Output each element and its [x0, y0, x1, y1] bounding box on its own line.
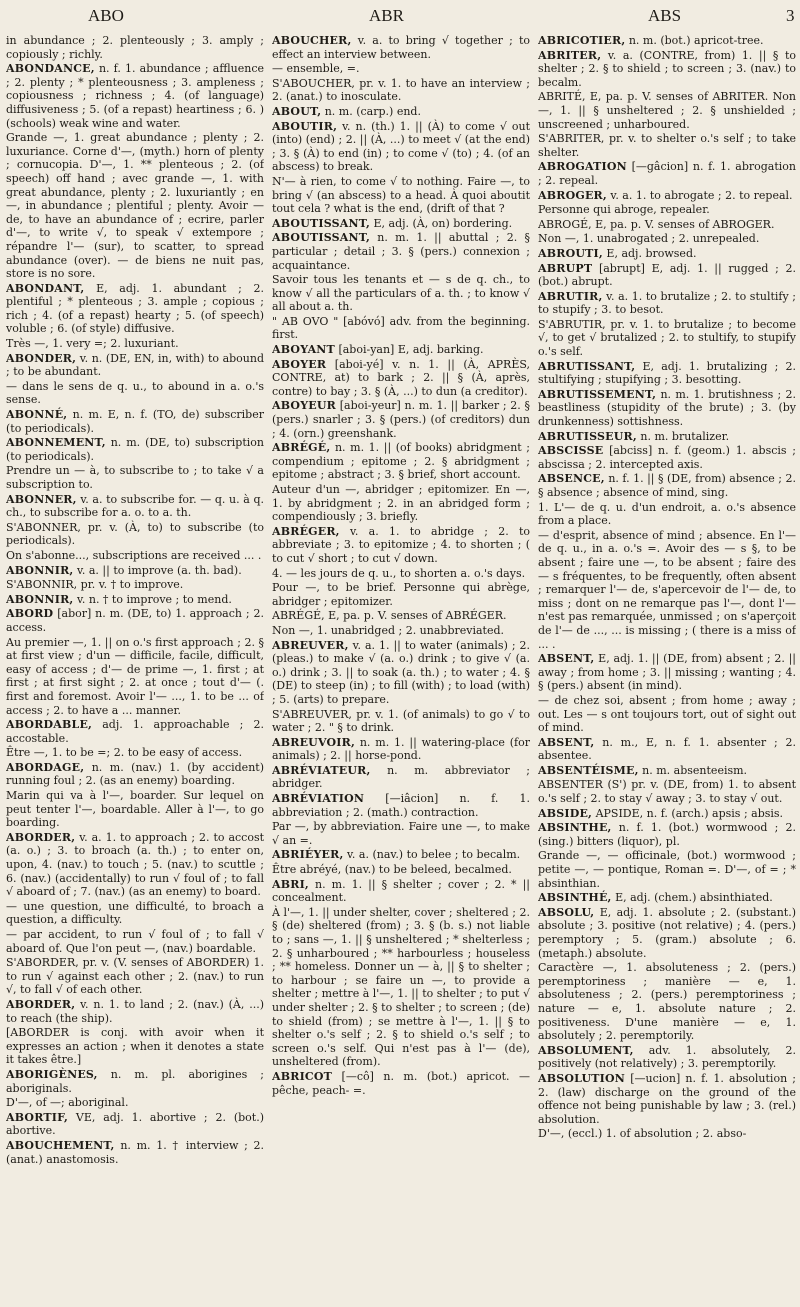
dictionary-columns — [6, 34, 796, 1302]
entry-headword: ABSENT, — [538, 652, 595, 666]
entry-text: — ensemble, =. — [272, 62, 360, 76]
entry-headword: ABOYER — [272, 357, 327, 371]
dictionary-entry — [6, 1026, 264, 1067]
dictionary-entry — [6, 746, 264, 760]
entry-text: — par accident, to run √ foul of ; to fall √ aboard of. Que l'on peut —, (nav.) boardable. — [6, 928, 264, 955]
entry-text: N'— à rien, to come √ to nothing. Faire —, to bring √ (an abscess) to a head. À quoi aboutit tout cela ? what is the end, (drift of that ? — [272, 174, 530, 216]
dictionary-entry — [272, 764, 530, 791]
entry-text: [abor] n. m. (DE, to) 1. approach ; 2. access. — [6, 607, 264, 634]
dictionary-entry — [272, 848, 530, 862]
entry-headword: ABRI, — [272, 877, 309, 891]
header-right: ABS — [648, 6, 682, 25]
entry-text: E, adj. 1. absolute ; 2. (substant.) absolute ; 3. positive (not relative) ; 4. (pers.) peremptory ; 5. (gram.) absolute ; 6. (metaph.) absolute. — [538, 905, 796, 960]
entry-text: ABSENTER (S') pr. v. (DE, from) 1. to absent o.'s self ; 2. to stay √ away ; 3. to stay √ out. — [538, 778, 796, 806]
dictionary-entry — [6, 564, 264, 578]
entry-text: n. m., E, n. f. 1. absenter ; 2. absentee. — [538, 735, 796, 763]
entry-text: À l'—, 1. || under shelter, cover ; sheltered ; 2. § (de) sheltered (from) ; 3. § (b. s.) not liable to ; sans —, 1. || § unsheltered ; * shelterless ; 2. § unharboured ; ** harbourless ; houseless ; ** homeless. Donner un — à, || § to shelter ; to harbour ; se faire un —, to provide a shelter ; mettre à l'—, 1. || to shelter ; to put √ under shelter ; 2. § to shelter ; to screen ; (de) to shield (from) ; se mettre à l'—, 1. || § to shelter o.'s self ; 2. § to shield o.'s self ; to screen o.'s self. Qui n'est pas à l'— (de), unsheltered (from). — [272, 905, 530, 1069]
entry-headword: ABOYANT — [272, 343, 335, 357]
page-number: 3 — [786, 6, 795, 25]
entry-headword: ABONNEMENT, — [6, 436, 106, 450]
entry-headword: ABONNER, — [6, 492, 77, 506]
entry-text: — dans le sens de q. u., to abound in a. o.'s sense. — [6, 379, 264, 407]
dictionary-entry — [538, 290, 796, 317]
entry-text: v. a. 1. to approach ; 2. to accost (a. o.) ; 3. to broach (a. th.) ; to enter on, upon, 4. (nav.) to touch ; 5. (nav.) to scuttle ; 6. (nav.) (accidentally) to run √ foul of ; to fall √ aboard of ; 7. (nav.) (as an enemy) to board. — [6, 830, 264, 899]
dictionary-entry — [272, 567, 530, 581]
dictionary-entry — [272, 736, 530, 763]
entry-text: E, adj. browsed. — [606, 246, 697, 260]
dictionary-entry — [538, 49, 796, 90]
entry-headword: ABRUTIR, — [538, 289, 603, 303]
entry-text: Non —, 1. unabridged ; 2. unabbreviated. — [272, 623, 505, 637]
entry-text: [—cô] n. m. (bot.) apricot. —pêche, peach- =. — [272, 1069, 530, 1097]
entry-text: v. a. 1. to abrogate ; 2. to repeal. — [610, 188, 793, 202]
dictionary-entry — [6, 928, 264, 955]
entry-headword: ABOUTISSANT, — [272, 231, 370, 245]
dictionary-entry — [272, 62, 530, 76]
entry-text: [—ucion] n. f. 1. absolution ; 2. (law) discharge on the ground of the offence not being punishable by law ; 3. (rel.) absolution. — [538, 1071, 796, 1126]
dictionary-entry — [538, 430, 796, 444]
dictionary-entry — [272, 399, 530, 440]
entry-text: n. m. pl. aborigines ; aboriginals. — [6, 1067, 264, 1095]
entry-text: ABRITÉ, E, pa. p. V. senses of ABRITER. Non —, 1. || § unsheltered ; 2. § unshielded ; unscreened ; unharboured. — [538, 90, 796, 131]
entry-headword: ABOUCHEMENT, — [6, 1138, 115, 1152]
entry-headword: ABRUPT — [538, 261, 593, 275]
entry-headword: ABROUTI, — [538, 246, 603, 260]
entry-text: v. a. (CONTRE, from) 1. || § to shelter ; 2. § to shield ; to screen ; 3. (nav.) to becalm. — [538, 48, 796, 89]
entry-text: Pour —, to be brief. Personne qui abrège, abridger ; epitomizer. — [272, 581, 530, 608]
entry-text: — une question, une difficulté, to broach a question, a difficulty. — [6, 899, 264, 927]
entry-headword: ABSOLU, — [538, 905, 595, 919]
entry-text: S'ABRITER, pr. v. to shelter o.'s self ; to take shelter. — [538, 132, 796, 159]
dictionary-entry — [538, 529, 796, 651]
dictionary-entry — [272, 792, 530, 819]
entry-text: n. f. 1. || § (DE, from) absence ; 2. § absence ; absence of mind, sing. — [538, 472, 796, 499]
dictionary-entry — [272, 878, 530, 905]
dictionary-entry — [538, 360, 796, 387]
entry-text: v. n. (DE, EN, in, with) to abound ; to be abundant. — [6, 351, 264, 379]
dictionary-entry — [272, 120, 530, 174]
entry-text: Auteur d'un —, abridger ; epitomizer. En —, 1. by abridgment ; 2. in an abridged form ; compendiously ; 3. briefly. — [272, 483, 530, 524]
dictionary-entry — [272, 441, 530, 482]
entry-text: S'ABRUTIR, pr. v. 1. to brutalize ; to become √, to get √ brutalized ; 2. to stultify, to stupify o.'s self. — [538, 317, 796, 359]
entry-text: v. n. 1. to land ; 2. (nav.) (À, ...) to reach (the ship). — [6, 997, 264, 1025]
entry-text: [aboi-yeur] n. m. 1. || barker ; 2. § (pers.) snarler ; 3. § (pers.) (of creditors) dun ; 4. (orn.) greenshank. — [272, 399, 530, 440]
entry-text: Par —, by abbreviation. Faire une —, to make √ an =. — [272, 820, 530, 847]
dictionary-entry — [538, 472, 796, 499]
entry-headword: ABSENCE, — [538, 472, 605, 486]
entry-text: E, adj. 1. || (DE, from) absent ; 2. || away ; from home ; 3. || missing ; wanting ; 4. § (pers.) absent (in mind). — [538, 652, 796, 693]
entry-text: Grande —, — officinale, (bot.) wormwood ; petite —, — pontique, Roman =. D'—, of = ; * absinthian. — [538, 849, 796, 890]
dictionary-entry — [538, 821, 796, 848]
entry-text: [abrupt] E, adj. 1. || rugged ; 2. (bot.) abrupt. — [538, 261, 796, 289]
dictionary-entry — [6, 493, 264, 520]
entry-headword: ABONNIR, — [6, 563, 74, 577]
dictionary-entry — [6, 436, 264, 463]
dictionary-entry — [6, 34, 264, 61]
entry-text: n. m. (nav.) 1. (by accident) running foul ; 2. (as an enemy) boarding. — [6, 760, 264, 788]
entry-text: v. a. to subscribe for. — q. u. à q. ch., to subscribe for a. o. to a. th. — [6, 492, 264, 520]
entry-headword: ABSINTHÉ, — [538, 891, 612, 905]
dictionary-entry — [538, 652, 796, 693]
entry-text: ABRÉGÉ, E, pa. p. V. senses of ABRÉGER. — [272, 609, 507, 623]
entry-headword: ABSENT, — [538, 735, 595, 749]
dictionary-entry — [272, 483, 530, 524]
entry-text: n. m. abbreviator ; abridger. — [272, 763, 530, 791]
dictionary-entry — [272, 217, 530, 231]
dictionary-entry — [538, 132, 796, 159]
entry-text: Être —, 1. to be =; 2. to be easy of access. — [6, 746, 243, 760]
entry-text: n. m. 1. brutishness ; 2. beastliness (stupidity of the brute) ; 3. (by drunkenness) sottishness. — [538, 387, 796, 429]
entry-text: v. n. (th.) 1. || (À) to come √ out (into) (end) ; 2. || (À, ...) to meet √ (at the end) ; 3. § (À) to end (in) ; to come √ (to) ; 4. (of an abscess) to break. — [272, 119, 530, 174]
entry-text: n. f. 1. abundance ; affluence ; 2. plenty ; * plenteousness ; 3. ampleness ; copiousness ; richness ; 4. (of language) diffusiveness ; 5. (of a repast) heartiness ; 6. ) (schools) weak wine and water. — [6, 62, 264, 130]
dictionary-entry — [272, 105, 530, 119]
entry-text: On s'abonne..., subscriptions are received ... . — [6, 548, 262, 562]
entry-headword: ABREUVER, — [272, 638, 349, 652]
dictionary-entry — [538, 736, 796, 763]
entry-text: — d'esprit, absence of mind ; absence. En l'— de q. u., in a. o.'s =. Avoir des — s §, to be absent ; faire une —, to be absent ; faire des — s fréquentes, to be frequently, often absent ; remarquer l'— de, s'apercevoir de l'— de, to miss ; dont on ne remarque pas l'—, dont l'— n'est pas remarquée, unmissed ; on s'aperçoit de l'— de ..., ... is missing ; ( there is a miss of ... . — [538, 528, 796, 651]
entry-headword: ABSOLUMENT, — [538, 1043, 634, 1057]
dictionary-entry — [538, 247, 796, 261]
entry-text: [aboi-yan] E, adj. barking. — [338, 343, 484, 357]
entry-headword: ABONNIR, — [6, 592, 74, 606]
dictionary-entry — [6, 831, 264, 899]
entry-headword: ABRÉGER, — [272, 524, 340, 538]
header-left: ABO — [88, 6, 124, 25]
dictionary-entry — [272, 820, 530, 847]
dictionary-entry — [6, 636, 264, 718]
entry-headword: ABRIÉYER, — [272, 848, 344, 862]
dictionary-entry — [6, 1096, 264, 1110]
dictionary-entry — [538, 849, 796, 890]
entry-headword: ABRICOT — [272, 1069, 333, 1083]
entry-text: n. f. 1. (bot.) wormwood ; 2. (sing.) bitters (liquor), pl. — [538, 821, 796, 848]
dictionary-entry — [6, 282, 264, 336]
entry-headword: ABRÉGÉ, — [272, 441, 331, 455]
dictionary-entry — [538, 1127, 796, 1141]
dictionary-entry — [6, 464, 264, 491]
entry-text: n. m. (bot.) apricot-tree. — [628, 34, 764, 47]
dictionary-entry — [6, 789, 264, 830]
dictionary-entry — [538, 807, 796, 821]
running-header — [0, 6, 800, 32]
dictionary-entry — [6, 593, 264, 607]
dictionary-entry — [538, 90, 796, 131]
entry-headword: ABRÉVIATION — [272, 792, 365, 806]
dictionary-entry — [538, 218, 796, 232]
entry-headword: ABONDANT, — [6, 281, 85, 295]
dictionary-entry — [538, 891, 796, 905]
dictionary-entry — [272, 358, 530, 399]
entry-text: Être abréyé, (nav.) to be beleed, becalmed. — [272, 863, 512, 877]
dictionary-entry — [6, 549, 264, 563]
dictionary-entry — [6, 761, 264, 788]
dictionary-entry — [272, 639, 530, 707]
column-left — [6, 34, 264, 1302]
entry-headword: ABRICOTIER, — [538, 34, 626, 47]
entry-text: 1. L'— de q. u. d'un endroit, a. o.'s absence from a place. — [538, 500, 796, 528]
dictionary-entry — [538, 160, 796, 187]
entry-headword: ABOYEUR — [272, 399, 336, 413]
entry-text: v. a. 1. to abridge ; 2. to abbreviate ; 3. to epitomize ; 4. to shorten ; ( to cut √ short ; to cut √ down. — [272, 524, 530, 565]
dictionary-entry — [6, 352, 264, 379]
dictionary-entry — [538, 694, 796, 735]
entry-text: n. m. 1. || abuttal ; 2. § particular ; detail ; 3. § (pers.) connexion ; acquaintance. — [272, 231, 530, 272]
entry-text: v. a. 1. to brutalize ; 2. to stultify ; to stupify ; 3. to besot. — [538, 289, 796, 317]
dictionary-entry — [538, 34, 796, 48]
entry-headword: ABOUCHER, — [272, 34, 352, 47]
dictionary-entry — [6, 1068, 264, 1095]
entry-text: n. m. 1. † interview ; 2. (anat.) anastomosis. — [6, 1138, 264, 1166]
entry-text: ABROGÉ, E, pa. p. V. senses of ABROGER. — [538, 217, 775, 231]
dictionary-entry — [6, 578, 264, 592]
entry-text: n. m. 1. || § shelter ; cover ; 2. * || concealment. — [272, 877, 530, 905]
dictionary-entry — [272, 77, 530, 104]
entry-headword: ABROGER, — [538, 188, 607, 202]
entry-headword: ABRUTISSANT, — [538, 359, 636, 373]
entry-text: Grande —, 1. great abundance ; plenty ; 2. luxuriance. Corne d'—, (myth.) horn of plenty ; cornucopia. D'—, 1. ** plenteous ; 2. (of speech) off hand ; avec grande —, 1. with great abundance, plenty ; 2. luxuriantly ; en —, in abundance ; plentiful ; plenty. Avoir — de, to have an abundance of ; ecrire, parler d'—, to write √, to speak √ extempore ; répandre l'— (sur), to scatter, to spread abundance (over). — de biens ne nuit pas, store is no sore. — [6, 131, 264, 281]
entry-text: S'ABONNIR, pr. v. † to improve. — [6, 578, 184, 592]
dictionary-entry — [6, 337, 264, 351]
dictionary-entry — [6, 718, 264, 745]
dictionary-entry — [6, 380, 264, 407]
entry-headword: ABSENTÉISME, — [538, 763, 639, 777]
column-right — [538, 34, 796, 1302]
dictionary-entry — [272, 231, 530, 272]
entry-text: — de chez soi, absent ; from home ; away ; out. Les — s ont toujours tort, out of sight out of mind. — [538, 693, 796, 735]
entry-text: v. a. to bring √ together ; to effect an interview between. — [272, 34, 530, 61]
dictionary-entry — [6, 62, 264, 130]
entry-text: Savoir tous les tenants et — s de q. ch., to know √ all the particulars of a. th. ; to know √ all about a. th. — [272, 273, 530, 314]
entry-text: n. m. E, n. f. (TO, de) subscriber (to periodicals). — [6, 408, 264, 435]
dictionary-entry — [272, 1070, 530, 1097]
entry-text: n. m. 1. || (of books) abridgment ; compendium ; epitome ; 2. § abridgment ; epitome ; abstract ; 3. § brief, short account. — [272, 441, 530, 482]
entry-text: Caractère —, 1. absoluteness ; 2. (pers.) peremptoriness ; manière — e, 1. absoluteness ; 2. (pers.) peremptoriness ; nature — e, 1. absolute nature ; 2. positiveness. D'une manière — e, 1. absolutely ; 2. peremptorily. — [538, 961, 796, 1043]
entry-headword: ABRUTISSEUR, — [538, 429, 637, 443]
dictionary-entry — [272, 609, 530, 623]
entry-headword: ABREUVOIR, — [272, 735, 355, 749]
dictionary-entry — [272, 273, 530, 314]
dictionary-entry — [538, 189, 796, 203]
entry-headword: ABONDER, — [6, 351, 77, 365]
dictionary-entry — [538, 232, 796, 246]
dictionary-entry — [538, 262, 796, 289]
dictionary-entry — [272, 34, 530, 61]
entry-text: n. m. brutalizer. — [640, 429, 730, 443]
dictionary-entry — [538, 203, 796, 217]
dictionary-entry — [6, 956, 264, 997]
column-middle — [272, 34, 530, 1302]
entry-text: D'—, of —; aboriginal. — [6, 1096, 129, 1110]
entry-text: [aboi-yé] v. n. 1. || (À, APRÈS, CONTRE, at) to bark ; 2. || § (À, après, contre) to bay ; 3. § (À, ...) to dun (a creditor). — [272, 357, 530, 398]
entry-text: adv. 1. absolutely, 2. positively (not relatively) ; 3. peremptorily. — [538, 1043, 796, 1071]
entry-text: Personne qui abroge, repealer. — [538, 203, 710, 217]
dictionary-entry — [538, 778, 796, 805]
header-center: ABR — [369, 6, 404, 25]
entry-headword: ABSOLUTION — [538, 1071, 626, 1085]
entry-text: adj. 1. approachable ; 2. accostable. — [6, 718, 264, 745]
entry-text: [abciss] n. f. (geom.) 1. abscis ; abscissa ; 2. intercepted axis. — [538, 444, 796, 471]
entry-text: Marin qui va à l'—, boarder. Sur lequel on peut tenter l'—, boardable. Aller à l'—, to go boarding. — [6, 789, 264, 830]
dictionary-entry — [272, 175, 530, 216]
entry-text: Au premier —, 1. || on o.'s first approach ; 2. § at first view ; d'un — difficile, facile, difficult, easy of access ; d'— de prime —, 1. first ; at first ; at first sight ; 2. at once ; tout d'— (. first and foremost. Avoir l'— ..., 1. to be ... of access ; 2. to have a ... manner. — [6, 635, 264, 717]
entry-text: S'ABOUCHER, pr. v. 1. to have an interview ; 2. (anat.) to inosculate. — [272, 76, 530, 104]
entry-text: [—iâcion] n. f. 1. abbreviation ; 2. (math.) contraction. — [272, 792, 530, 819]
entry-text: Prendre un — à, to subscribe to ; to take √ a subscription to. — [6, 464, 264, 491]
dictionary-entry — [6, 900, 264, 927]
dictionary-entry — [538, 961, 796, 1043]
dictionary-entry — [538, 388, 796, 429]
entry-text: n. m. (DE, to) subscription (to periodicals). — [6, 436, 264, 463]
dictionary-entry — [272, 581, 530, 608]
entry-text: n. m. absenteeism. — [642, 763, 748, 777]
dictionary-entry — [538, 1044, 796, 1071]
dictionary-entry — [538, 444, 796, 471]
entry-headword: ABSCISSE — [538, 444, 604, 458]
dictionary-entry — [272, 525, 530, 566]
dictionary-entry — [6, 607, 264, 634]
entry-headword: ABORDABLE, — [6, 718, 93, 732]
entry-text: E, adj. (À, on) bordering. — [373, 216, 513, 230]
entry-text: v. n. † to improve ; to mend. — [76, 592, 232, 606]
entry-headword: ABOUT, — [272, 104, 322, 118]
entry-text: S'ABONNER, pr. v. (À, to) to subscribe (to periodicals). — [6, 520, 264, 548]
entry-headword: ABROGATION — [538, 160, 627, 174]
entry-headword: ABONDANCE, — [6, 62, 95, 76]
dictionary-entry — [6, 408, 264, 435]
entry-text: E, adj. (chem.) absinthiated. — [615, 891, 773, 905]
dictionary-entry — [272, 624, 530, 638]
entry-text: [—gâcion] n. f. 1. abrogation ; 2. repeal. — [538, 160, 796, 187]
entry-headword: ABORD — [6, 607, 54, 621]
dictionary-entry — [272, 863, 530, 877]
entry-text: [ABORDER is conj. with avoir when it expresses an action ; when it denotes a state it takes être.] — [6, 1026, 264, 1067]
entry-headword: ABORDER, — [6, 997, 76, 1011]
dictionary-entry — [272, 343, 530, 357]
entry-text: " AB OVO " [abóvó] adv. from the beginning. first. — [272, 314, 530, 342]
entry-text: Non —, 1. unabrogated ; 2. unrepealed. — [538, 232, 760, 246]
dictionary-entry — [6, 1139, 264, 1166]
entry-headword: ABSIDE, — [538, 806, 593, 820]
entry-headword: ABRUTISSEMENT, — [538, 387, 657, 401]
dictionary-entry — [6, 521, 264, 548]
dictionary-entry — [6, 1111, 264, 1138]
entry-headword: ABRÉVIATEUR, — [272, 763, 371, 777]
entry-text: VE, adj. 1. abortive ; 2. (bot.) abortive. — [6, 1110, 264, 1138]
entry-headword: ABORIGÈNES, — [6, 1067, 98, 1081]
entry-headword: ABORDAGE, — [6, 760, 85, 774]
dictionary-entry — [538, 764, 796, 778]
dictionary-entry — [272, 906, 530, 1069]
entry-text: in abundance ; 2. plenteously ; 3. amply ; copiously ; richly. — [6, 34, 264, 61]
entry-text: S'ABORDER, pr. v. (V. senses of ABORDER) 1. to run √ against each other ; 2. (nav.) to run √, to fall √ of each other. — [6, 956, 264, 997]
dictionary-entry — [6, 131, 264, 281]
dictionary-entry — [538, 1072, 796, 1126]
dictionary-entry — [272, 708, 530, 735]
entry-text: n. m. (carp.) end. — [324, 104, 421, 118]
entry-headword: ABOUTIR, — [272, 119, 338, 133]
entry-headword: ABORDER, — [6, 830, 76, 844]
entry-text: v. a. || to improve (a. th. bad). — [76, 563, 242, 577]
dictionary-entry — [272, 315, 530, 342]
dictionary-entry — [538, 501, 796, 528]
entry-text: E, adj. 1. brutalizing ; 2. stultifying ; stupifying ; 3. besotting. — [538, 359, 796, 387]
dictionary-entry — [538, 906, 796, 960]
entry-headword: ABONNÉ, — [6, 408, 68, 422]
entry-text: v. a. 1. || to water (animals) ; 2. (pleas.) to make √ (a. o.) drink ; to give √ (a. o.) drink ; 3. || to soak (a. th.) ; to water ; 4. § (DE) to steep (in) ; to fill (with) ; to load (with) ; 5. (arts) to prepare. — [272, 638, 530, 706]
entry-headword: ABSINTHE, — [538, 821, 612, 835]
dictionary-entry — [538, 318, 796, 359]
dictionary-entry — [6, 998, 264, 1025]
entry-headword: ABORTIF, — [6, 1110, 69, 1124]
entry-text: n. m. 1. || watering-place (for animals) ; 2. || horse-pond. — [272, 735, 530, 763]
entry-headword: ABOUTISSANT, — [272, 216, 370, 230]
entry-headword: ABRITER, — [538, 48, 602, 62]
entry-text: Très —, 1. very =; 2. luxuriant. — [6, 337, 179, 351]
entry-text: APSIDE, n. f. (arch.) apsis ; absis. — [595, 806, 784, 820]
entry-text: S'ABREUVER, pr. v. 1. (of animals) to go √ to water ; 2. " § to drink. — [272, 707, 530, 735]
entry-text: D'—, (eccl.) 1. of absolution ; 2. abso- — [538, 1127, 747, 1141]
entry-text: v. a. (nav.) to belee ; to becalm. — [347, 848, 521, 862]
entry-text: E, adj. 1. abundant ; 2. plentiful ; * plenteous ; 3. ample ; copious ; rich ; 4. (of a repast) hearty ; 5. (of speech) voluble ; 6. (of style) diffusive. — [6, 281, 264, 336]
entry-text: 4. — les jours de q. u., to shorten a. o.'s days. — [272, 566, 526, 580]
